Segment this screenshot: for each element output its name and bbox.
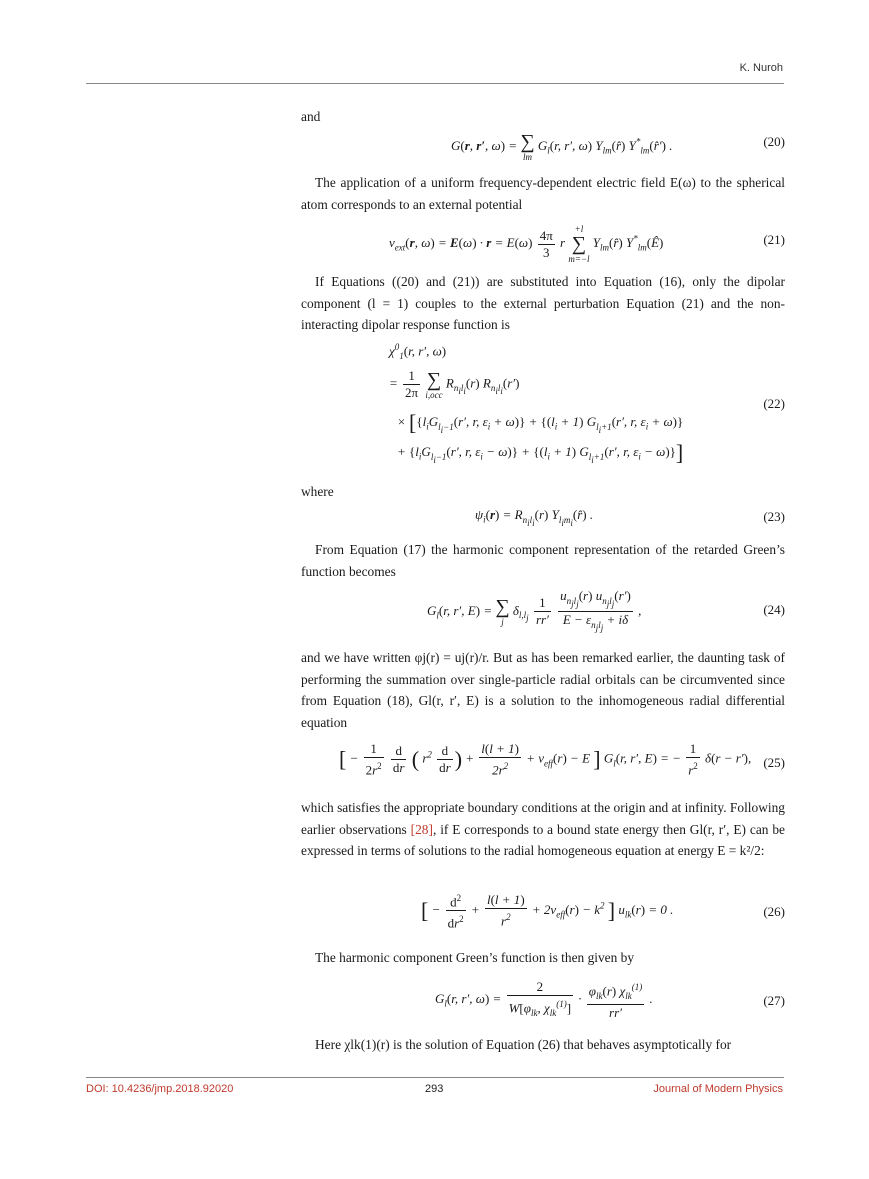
equation-number: (23) [763, 509, 785, 524]
equation-number: (27) [763, 993, 785, 1008]
equation-27: $G_l(r$, r′, ω) = $\frac{2}{W[\varphi_{lk}, \chi_{lk}^{(1)}]}$ · $\frac{\varphi_{lk}(r) \chi_{lk}^{(1)}}{rr'}$ . (27) [435, 979, 785, 1020]
equation-number: (24) [763, 602, 785, 617]
citation-28[interactable]: [28] [410, 821, 433, 837]
footer-journal[interactable]: Journal of Modern Physics [653, 1083, 783, 1095]
footer-rule [86, 1077, 784, 1078]
paragraph-written: and we have written φj(r) = uj(r)/r. But as has been remarked earlier, the daunting task of performing the summation over single-particle radial orbitals can be circumvented since from Equation (18), Gl(r, r′, E) is a solution to the inhomogeneous radial differential equation [301, 650, 785, 730]
equation-number: (25) [763, 755, 785, 770]
equation-26: [ − $\frac{d^2}{dr^2}$ + $\frac{l(l + 1)}{r^2}$ + $2v_{eff}(r) - k^2$ ] $u_{lk}(r) = 0$ . (26) [301, 886, 785, 938]
equation-25: [ − $\frac{1}{2r^2}$ $\frac{d}{dr}$ ( $r^2$ $\frac{d}{dr}$ ) + $\frac{l(l + 1)}{2r^2}$ + $v_{eff}(r) - E$ ] $G_l(r$, r′, E) = − $\frac{1}{r^2}$ δ(r − r′), (25) [339, 741, 785, 778]
header-rule [86, 83, 784, 84]
paragraph-harmonic: The harmonic component Green’s function is then given by [315, 950, 635, 965]
equation-22: $\chi^0_1(r$, r′, ω) = $\frac{1}{2\pi}$ ∑ i,occ $R_{n_il_i}(r)$ $R_{n_il_i}(r')$ × [{$l_iG_{l_i-1}(r'$, r, $\varepsilon_i + \omega)\} + \{(l_i + 1)$ $G_{l_i+1}(r'$, r, $\varepsilon_i + \omega$)} + {$l_iG_{l_i-1}(r'$, r, $\varepsilon_i - \omega)\} + \{(l_i + 1)$ $G_{l_i+1}(r'$, r, $\varepsilon_i - \omega$)}] (22) [389, 342, 785, 465]
footer-page-number: 293 [425, 1083, 444, 1095]
paragraph-application: The application of a uniform frequency-dependent electric field E(ω) to the spherical atom corresponds to an external potential [301, 175, 785, 212]
equation-number: (21) [763, 232, 785, 247]
text-where: where [301, 484, 334, 499]
equation-24: $G_l(r$, r′, E) = ∑ j $\delta_{l,l_j}$ $\frac{1}{rr'}$ $\frac{u_{n_jl_j}(r) u_{n_jl_j}(r')}{E - \varepsilon_{n_jl_j} + i\delta}$ , (24) [427, 588, 785, 633]
paragraph-which-satisfies: which satisfies the appropriate boundary conditions at the origin and at infinity. Following earlier observations [28], if E corresponds to a bound state energy then Gl(r, r′, E) can be expressed in terms of solutions to the radial homogeneous equation at energy E = k²/2: [301, 800, 785, 859]
footer-doi[interactable]: DOI: 10.4236/jmp.2018.92020 [86, 1083, 234, 1095]
equation-number: (20) [763, 134, 785, 149]
paragraph-from-equation-17: From Equation (17) the harmonic component representation of the retarded Green’s function becomes [301, 542, 785, 579]
equation-21: $v_{ext}(r$, ω) = E(ω) · r = E(ω) $\frac{4\pi}{3}$ r +l ∑ m=−l $Y_{lm}(r̂)$ $Y^*_{lm}(Ê)$ (21) [389, 224, 785, 264]
equation-20: G(r, r′, ω) = ∑ lm $G_l(r$, r′, ω) $Y_{lm}(r̂)$ $Y^*_{lm}(r̂')$ . (20) [451, 131, 785, 162]
paragraph-here: Here χlk(1)(r) is the solution of Equation (26) that behaves asymptotically for [315, 1037, 732, 1052]
equation-number: (26) [763, 904, 785, 919]
paragraph-substituted: If Equations ((20) and (21)) are substituted into Equation (16), only the dipolar component (l = 1) couples to the external perturbation Equation (21) and the non-interacting dipolar response function is [301, 274, 785, 333]
text-and: and [301, 109, 321, 124]
running-header-author: K. Nuroh [739, 62, 783, 74]
equation-number: (22) [763, 396, 785, 411]
equation-23: $\psi_i(r) = R_{n_il_i}(r)$ $Y_{l_im_i}(r̂)$ . (23) [475, 507, 785, 528]
